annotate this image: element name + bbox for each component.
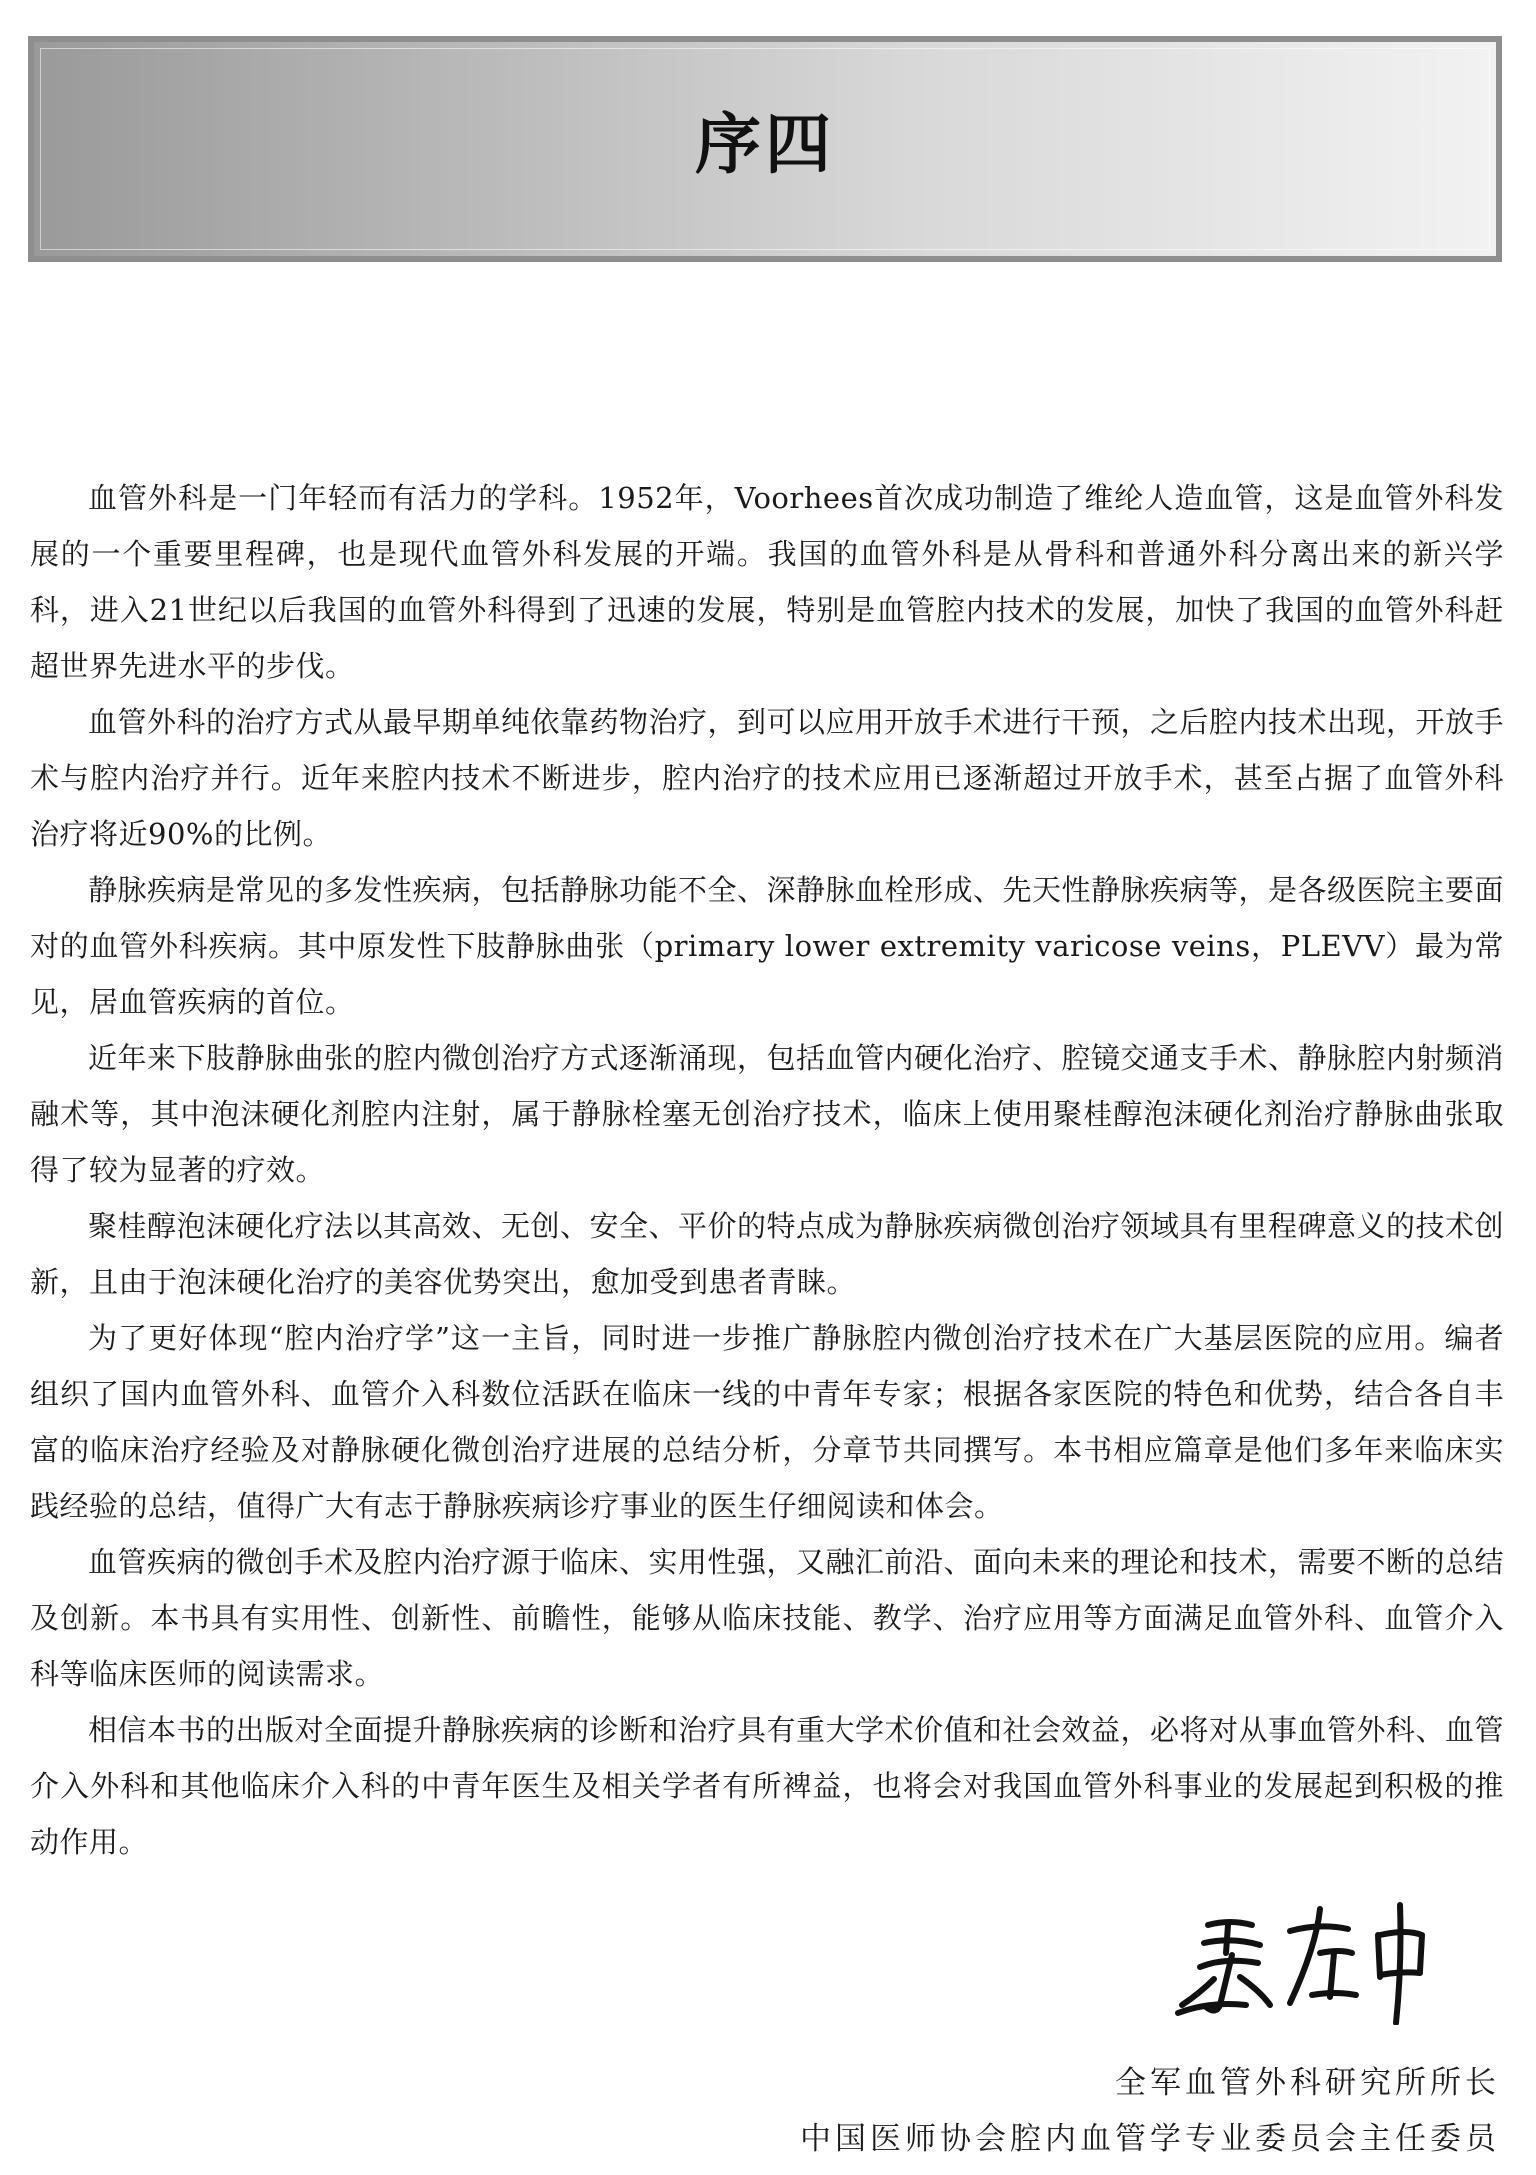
affiliation-line: 全军血管外科研究所所长 xyxy=(1115,2065,1500,2101)
paragraph: 为了更好体现“腔内治疗学”这一主旨，同时进一步推广静脉腔内微创治疗技术在广大基层医院的应用。编者组织了国内血管外科、血管介入科数位活跃在临床一线的中青年专家；根据各家医院的特色和优势，结合各自丰富的临床治疗经验及对静脉硬化微创治疗进展的总结分析，分章节共同撰写。本书相应篇章是他们多年来临床实践经验的总结，值得广大有志于静脉疾病诊疗事业的医生仔细阅读和体会。 xyxy=(30,1321,1504,1523)
paragraph: 血管外科是一门年轻而有活力的学科。1952年，Voorhees首次成功制造了维纶人造血管，这是血管外科发展的一个重要里程碑，也是现代血管外科发展的开端。我国的血管外科是从骨科和普通外科分离出来的新兴学科，进入21世纪以后我国的血管外科得到了迅速的发展，特别是血管腔内技术的发展，加快了我国的血管外科赶超世界先进水平的步伐。 xyxy=(30,481,1504,683)
paragraph: 聚桂醇泡沫硬化疗法以其高效、无创、安全、平价的特点成为静脉疾病微创治疗领域具有里程碑意义的技术创新，且由于泡沫硬化治疗的美容优势突出，愈加受到患者青睐。 xyxy=(30,1209,1505,1299)
paragraph: 血管外科的治疗方式从最早期单纯依靠药物治疗，到可以应用开放手术进行干预，之后腔内技术出现，开放手术与腔内治疗并行。近年来腔内技术不断进步，腔内治疗的技术应用已逐渐超过开放手术，甚至占据了血管外科治疗将近90%的比例。 xyxy=(30,705,1505,851)
author-affiliations xyxy=(800,2055,1500,2167)
title-banner xyxy=(28,36,1502,262)
paragraph: 相信本书的出版对全面提升静脉疾病的诊断和治疗具有重大学术价值和社会效益，必将对从事血管外科、血管介入外科和其他临床介入科的中青年医生及相关学者有所裨益，也将会对我国血管外科事业的发展起到积极的推动作用。 xyxy=(30,1713,1505,1859)
paragraph: 静脉疾病是常见的多发性疾病，包括静脉功能不全、深静脉血栓形成、先天性静脉疾病等，是各级医院主要面对的血管外科疾病。其中原发性下肢静脉曲张（primary lower extremity varicose veins，PLEVV）最为常见，居血管疾病的首位。 xyxy=(30,873,1505,1019)
page-title: 序四 xyxy=(695,106,835,183)
paragraph: 近年来下肢静脉曲张的腔内微创治疗方式逐渐涌现，包括血管内硬化治疗、腔镜交通支手术、静脉腔内射频消融术等，其中泡沫硬化剂腔内注射，属于静脉栓塞无创治疗技术，临床上使用聚桂醇泡沫硬化剂治疗静脉曲张取得了较为显著的疗效。 xyxy=(30,1041,1505,1187)
preface-body xyxy=(30,470,1504,1870)
paragraph: 血管疾病的微创手术及腔内治疗源于临床、实用性强，又融汇前沿、面向未来的理论和技术，需要不断的总结及创新。本书具有实用性、创新性、前瞻性，能够从临床技能、教学、治疗应用等方面满足血管外科、血管介入科等临床医师的阅读需求。 xyxy=(30,1545,1505,1691)
affiliation-line: 中国医师协会腔内血管学专业委员会主任委员 xyxy=(800,2121,1500,2157)
handwritten-signature-icon xyxy=(1170,1895,1440,2025)
